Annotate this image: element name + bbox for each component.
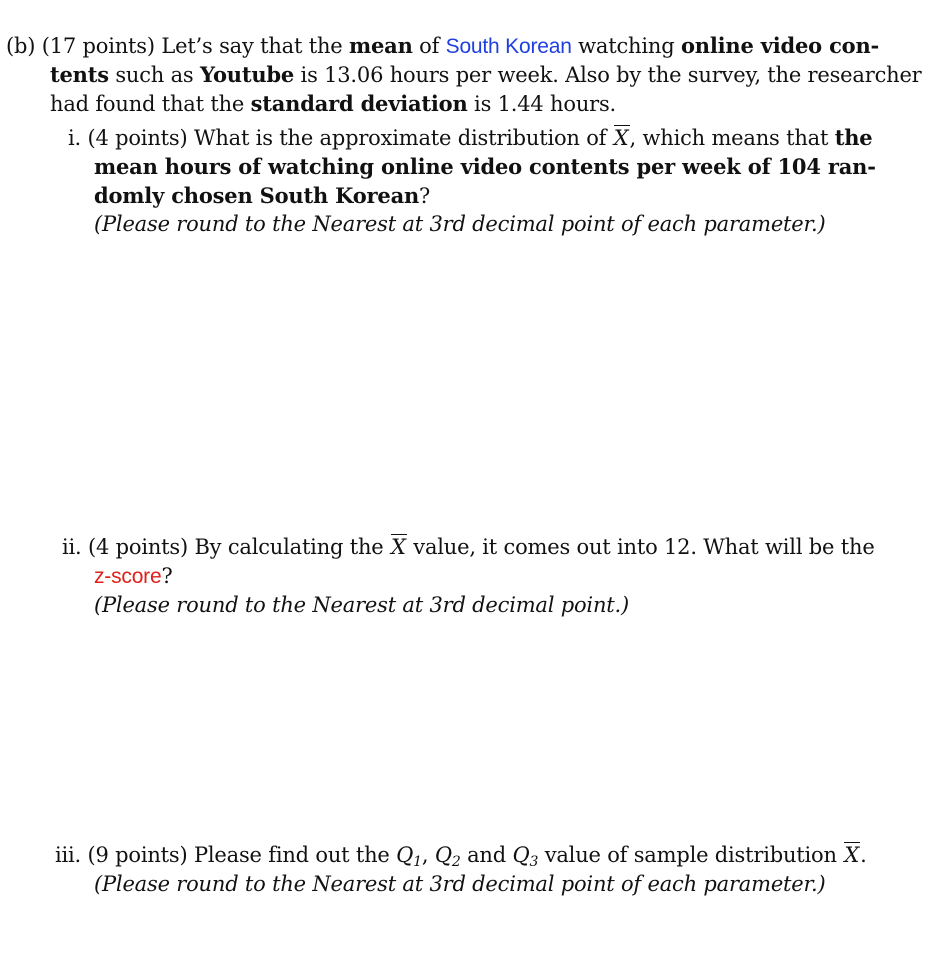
question-iii-text: , [421, 843, 429, 867]
part-b-text: is 1.44 hours. [474, 92, 617, 116]
question-iii-text: Please find out the [193, 843, 390, 867]
x-bar-symbol: X [843, 841, 860, 870]
part-b-text: watching [578, 34, 675, 58]
question-ii-text: By calculating the [194, 535, 384, 559]
x-bar-symbol: X [390, 533, 407, 562]
part-b-text: such as [115, 63, 194, 87]
std-dev-term: standard deviation [250, 91, 468, 116]
part-b-line-1 [6, 31, 879, 61]
question-ii-text: value, it comes out into 12. What will be the [413, 535, 875, 559]
part-b-text: is 13.06 hours per week. Also by the survey, the researcher [300, 63, 922, 87]
question-iii-label: iii. [55, 843, 82, 867]
q1-subscript: 1 [413, 854, 422, 870]
question-i-line-2: mean hours of watching online video contents per week of 104 ran- [94, 154, 876, 179]
q1-symbol [396, 843, 422, 870]
question-i-points: (4 points) [87, 126, 188, 150]
question-ii-text: ? [161, 564, 173, 588]
q3-symbol [512, 843, 539, 870]
population-term: South Korean [445, 35, 572, 58]
q2-letter: Q [434, 843, 452, 867]
part-b-line-2 [50, 60, 922, 90]
zscore-term: z-score [94, 565, 162, 588]
question-iii-points: (9 points) [87, 843, 188, 867]
question-ii-line-1 [62, 533, 875, 562]
online-video-term: online video con- [680, 33, 880, 58]
q3-subscript: 3 [529, 854, 539, 870]
question-i-line-1 [68, 123, 872, 153]
question-iii-line-1 [55, 841, 867, 870]
question-i-text: , which means that [629, 126, 829, 150]
part-b-points: (17 points) [41, 34, 155, 58]
q3-letter: Q [512, 843, 530, 867]
part-b-text: had found that the [50, 92, 245, 116]
part-b-text: of [419, 34, 440, 58]
question-ii-label: ii. [62, 535, 82, 559]
question-iii-text: . [860, 843, 867, 867]
q2-subscript: 2 [451, 854, 461, 870]
question-i-text: What is the approximate distribution of [193, 126, 607, 150]
youtube-term: Youtube [200, 62, 295, 87]
question-i-bold: domly chosen South Korean [94, 183, 420, 208]
question-ii-note: (Please round to the Nearest at 3rd decimal point.) [94, 593, 629, 617]
part-b-text: Let’s say that the [161, 34, 343, 58]
part-b-label: (b) [6, 34, 36, 58]
question-i-text: ? [419, 184, 431, 208]
x-bar-symbol: X [613, 124, 630, 153]
question-iii-text: and [467, 843, 506, 867]
q1-letter: Q [396, 843, 414, 867]
question-i-line-3 [94, 181, 430, 211]
question-i-bold: the [834, 125, 873, 150]
question-i-label: i. [68, 126, 81, 150]
question-iii-text: value of sample distribution [544, 843, 837, 867]
q2-symbol [434, 843, 461, 870]
question-iii-note: (Please round to the Nearest at 3rd decimal point of each parameter.) [94, 872, 826, 896]
online-video-term-rest: tents [50, 62, 109, 87]
question-i-note: (Please round to the Nearest at 3rd decimal point of each parameter.) [94, 212, 826, 236]
mean-term: mean [349, 33, 413, 58]
question-ii-line-2 [94, 562, 173, 591]
part-b-line-3 [50, 89, 616, 119]
question-ii-points: (4 points) [88, 535, 188, 559]
